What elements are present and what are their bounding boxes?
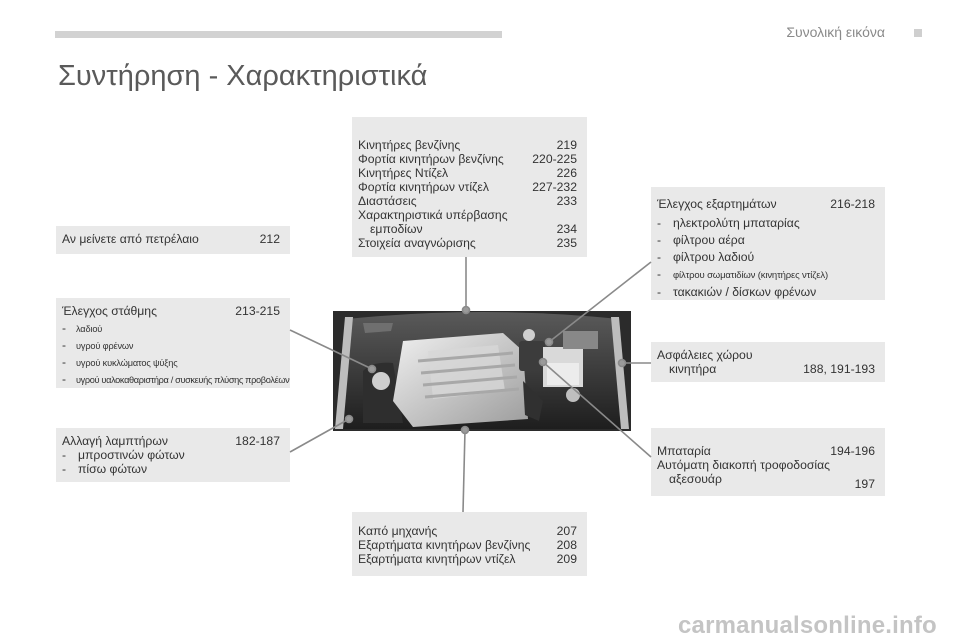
- components-box: [651, 187, 885, 300]
- section-title: Συνολική εικόνα: [786, 24, 885, 40]
- fuses-box: Ασφάλειες χώρου κινητήρα 188, 191-193: [651, 342, 885, 382]
- engines-page[interactable]: 227-232: [532, 180, 577, 194]
- engines-page[interactable]: 235: [556, 236, 577, 250]
- header-rule: [55, 31, 502, 38]
- fuses-page[interactable]: 188, 191-193: [803, 362, 875, 376]
- bonnet-page[interactable]: 207: [556, 524, 577, 538]
- cutoff-page[interactable]: 197: [854, 477, 875, 491]
- engines-box: Κινητήρες βενζίνης 219 Φορτία κινητήρων βενζίνης 220-225 Κινητήρες Ντίζελ 226 Φορτία κινητήρων ντίζελ 227-232 Διαστάσεις 233 Χαρακτηριστικά υπέρβασης εμποδίων 234 Στοιχεία αναγνώρισης 235: [352, 117, 587, 257]
- list-item: - φίλτρου σωματιδίων (κινητήρες ντίζελ): [657, 267, 828, 282]
- list-item: - ηλεκτρολύτη μπαταρίας: [657, 216, 800, 231]
- lamps-label: Αλλαγή λαμπτήρων: [62, 434, 168, 448]
- components-page[interactable]: 216-218: [830, 197, 875, 211]
- battery-page[interactable]: 194-196: [830, 444, 875, 458]
- engine-bay-image: [333, 311, 631, 431]
- engines-page[interactable]: 234: [556, 222, 577, 236]
- list-item: - φίλτρου αέρα: [657, 233, 745, 248]
- petrol-page[interactable]: 212: [259, 232, 280, 246]
- list-item: - λαδιού: [62, 321, 103, 335]
- list-item: - πίσω φώτων: [62, 462, 148, 476]
- levels-label: Έλεγχος στάθμης: [62, 304, 157, 318]
- petrol-box: [56, 226, 290, 254]
- bonnet-box: Καπό μηχανής 207 Εξαρτήματα κινητήρων βενζίνης 208 Εξαρτήματα κινητήρων ντίζελ 209: [352, 512, 587, 576]
- lamps-page[interactable]: 182-187: [235, 434, 280, 448]
- watermark: carmanualsonline.info: [678, 612, 937, 639]
- list-item: - υγρού κυκλώματος ψύξης: [62, 355, 178, 369]
- battery-box: Μπαταρία 194-196 Αυτόματη διακοπή τροφοδοσίας αξεσουάρ 197: [651, 428, 885, 496]
- list-item: - υγρού υαλοκαθαριστήρα / συσκευής πλύσης προβολέων: [62, 372, 290, 386]
- fuses-label: Ασφάλειες χώρου: [657, 348, 753, 362]
- list-item: - φίλτρου λαδιού: [657, 250, 755, 265]
- engines-page[interactable]: 219: [556, 138, 577, 152]
- list-item: - υγρού φρένων: [62, 338, 134, 352]
- engines-page[interactable]: 233: [556, 194, 577, 208]
- towing-label: Χαρακτηριστικά υπέρβασης: [358, 208, 508, 222]
- levels-page[interactable]: 213-215: [235, 304, 280, 318]
- petrol-label: Αν μείνετε από πετρέλαιο: [62, 232, 199, 246]
- levels-box: [56, 298, 290, 388]
- section-marker: [914, 29, 922, 37]
- list-item: - μπροστινών φώτων: [62, 448, 185, 462]
- engines-page[interactable]: 220-225: [532, 152, 577, 166]
- list-item: - τακακιών / δίσκων φρένων: [657, 285, 817, 300]
- bonnet-page[interactable]: 209: [556, 552, 577, 566]
- lamps-box: [56, 428, 290, 482]
- page-title: Συντήρηση - Χαρακτηριστικά: [58, 60, 428, 92]
- engines-page[interactable]: 226: [556, 166, 577, 180]
- bonnet-page[interactable]: 208: [556, 538, 577, 552]
- components-label: Έλεγχος εξαρτημάτων: [657, 197, 777, 211]
